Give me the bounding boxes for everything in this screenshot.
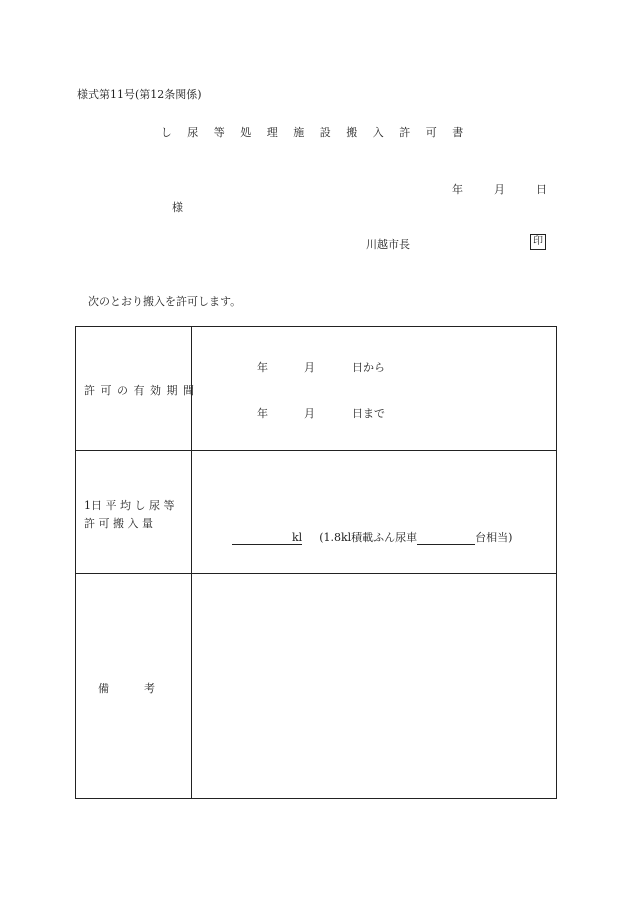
table-row-volume — [76, 450, 556, 574]
issue-day-label: 日 — [536, 183, 547, 196]
volume-unit: kl — [292, 531, 303, 544]
period-to-year: 年 — [257, 407, 268, 420]
remarks-value-cell[interactable] — [192, 574, 556, 798]
issue-date — [452, 181, 547, 197]
remarks-label: 備 考 — [98, 682, 155, 695]
period-label-cell — [76, 327, 195, 450]
period-from-month: 月 — [304, 361, 315, 374]
seal-mark: 印 — [530, 234, 546, 250]
volume-label-line2: 許 可 搬 入 量 — [84, 517, 153, 530]
period-from-year: 年 — [257, 361, 268, 374]
volume-value-cell[interactable] — [192, 451, 556, 574]
volume-entry — [232, 529, 512, 545]
volume-note-open: (1.8kl積載ふん尿車 — [319, 531, 418, 544]
period-label: 許 可 の 有 効 期 間 — [84, 384, 195, 397]
remarks-label-cell — [76, 574, 192, 798]
period-to-month: 月 — [304, 407, 315, 420]
intro-text: 次のとおり搬入を許可します。 — [88, 295, 242, 308]
truck-count-blank[interactable] — [417, 532, 475, 545]
volume-note-close: 台相当) — [475, 531, 513, 544]
volume-label-line1: 1日 平 均 し 尿 等 — [84, 499, 175, 512]
page-title: し 尿 等 処 理 施 設 搬 入 許 可 書 — [160, 126, 470, 139]
issue-month-label: 月 — [494, 183, 505, 196]
volume-label-cell — [76, 451, 192, 574]
volume-amount-blank[interactable] — [232, 532, 292, 545]
period-from-day: 日から — [352, 361, 385, 374]
period-to-day: 日まで — [352, 407, 385, 420]
permit-table — [75, 326, 557, 799]
period-value-cell[interactable] — [192, 327, 556, 450]
form-number: 様式第11号(第12条関係) — [77, 88, 202, 101]
table-row-period — [76, 327, 556, 450]
table-row-remarks — [76, 573, 556, 798]
issue-year-label: 年 — [452, 183, 463, 196]
issuer-name: 川越市長 — [366, 238, 410, 251]
addressee-suffix: 様 — [172, 201, 183, 214]
